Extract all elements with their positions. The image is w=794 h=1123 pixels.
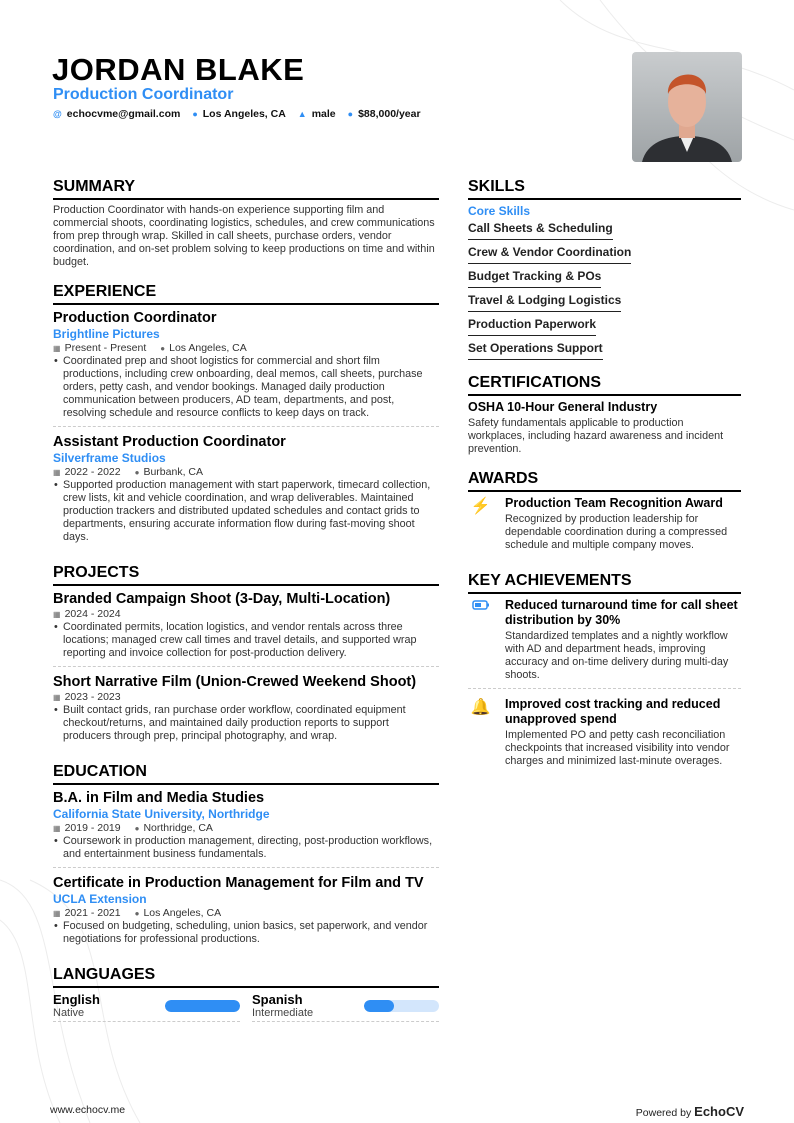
- skills-group-title: Core Skills: [468, 204, 531, 218]
- skill-item: Call Sheets & Scheduling: [468, 219, 613, 240]
- degree-title: Certificate in Production Management for Film and TV: [53, 875, 424, 891]
- right-column: [468, 178, 741, 788]
- dates: ▦ 2021 - 2021: [53, 907, 121, 919]
- battery-icon: [468, 598, 493, 682]
- location-icon: ●: [134, 468, 140, 477]
- candidate-name: JORDAN BLAKE: [52, 52, 305, 87]
- achievement-title: Improved cost tracking and reduced unapproved spend: [505, 697, 721, 726]
- achievement-text: Standardized templates and a nightly workflow with AD and department heads, improving accuracy and on-time delivery during multi-day shoots.: [505, 630, 729, 681]
- user-icon: ▲: [297, 109, 307, 119]
- certifications-heading: CERTIFICATIONS: [468, 374, 741, 396]
- skill-item: Production Paperwork: [468, 315, 596, 336]
- education-item: [53, 874, 439, 952]
- gender-text: male: [311, 108, 336, 120]
- profile-photo: [632, 52, 742, 162]
- bullet: • Coordinated permits, location logistics, and vendor rentals across three locations; managed crew call times and travel details, and supported wrap reporting and invoice collection for post-production delivery.: [53, 621, 439, 660]
- experience-section: [53, 283, 439, 550]
- certifications-section: [468, 374, 741, 456]
- language-level: Intermediate: [252, 1007, 314, 1019]
- location-icon: ●: [192, 109, 198, 119]
- bullet: • Coordinated prep and shoot logistics for commercial and short film productions, including crew onboarding, deal memos, call sheets, purchase orders, petty cash, and vendor bookings. Managed daily production communication between producers, AD team, departments, and post, resolving schedule and resource conflicts to keep days on track.: [53, 355, 439, 420]
- footer-website[interactable]: www.echocv.me: [50, 1104, 126, 1116]
- project-item: [53, 673, 439, 749]
- location: ● Northridge, CA: [134, 822, 213, 834]
- awards-section: [468, 470, 741, 558]
- location-icon: ●: [160, 344, 166, 353]
- language-item: [252, 992, 439, 1022]
- award-text: Recognized by production leadership for dependable coordination during a compressed schedule and multiple company moves.: [505, 513, 728, 551]
- summary-heading: SUMMARY: [53, 178, 439, 200]
- experience-item: [53, 309, 439, 427]
- skill-item: Crew & Vendor Coordination: [468, 243, 631, 264]
- summary-text: Production Coordinator with hands-on experience supporting film and commercial shoots, coordinating logistics, schedules, and crew communications from prep through wrap. Skilled in call sheets, purchase orders, vendor coordination, and on-set problem solving to keep productions on time and within budget.: [53, 204, 435, 268]
- candidate-title: Production Coordinator: [53, 86, 234, 103]
- bullet: • Coursework in production management, directing, post-production workflows, and entertainment business fundamentals.: [53, 835, 439, 861]
- company-name: Brightline Pictures: [53, 327, 160, 341]
- bullet: • Built contact grids, ran purchase order workflow, coordinated equipment checkout/returns, and maintained daily production reports to support producers through prep, principal photography, and wrap.: [53, 704, 439, 743]
- achievement-item: [468, 697, 741, 774]
- languages-heading: LANGUAGES: [53, 966, 439, 988]
- skill-item: Budget Tracking & POs: [468, 267, 601, 288]
- dollar-icon: ●: [347, 109, 354, 119]
- proficiency-bar: [165, 1000, 240, 1012]
- education-section: [53, 763, 439, 952]
- contact-salary: [348, 108, 421, 120]
- location-icon: ●: [134, 824, 140, 833]
- calendar-icon: ▦: [53, 610, 61, 619]
- contact-info: [53, 108, 421, 120]
- language-name: English: [53, 992, 100, 1007]
- certification-text: Safety fundamentals applicable to production workplaces, including hazard awareness and incident prevention.: [468, 417, 724, 455]
- email-text: echocvme@gmail.com: [66, 108, 181, 120]
- calendar-icon: ▦: [53, 824, 61, 833]
- projects-section: [53, 564, 439, 749]
- achievement-title: Reduced turnaround time for call sheet distribution by 30%: [505, 598, 738, 627]
- dates: ▦ 2024 - 2024: [53, 608, 121, 620]
- dates: ▦ 2022 - 2022: [53, 466, 121, 478]
- project-title: Short Narrative Film (Union-Crewed Weekend Shoot): [53, 674, 417, 690]
- salary-text: $88,000/year: [358, 108, 421, 120]
- calendar-icon: ▦: [53, 693, 61, 702]
- bell-icon: 🔔: [470, 699, 491, 716]
- education-item: [53, 789, 439, 868]
- calendar-icon: ▦: [53, 344, 61, 353]
- experience-item: [53, 433, 439, 550]
- job-title: Assistant Production Coordinator: [53, 434, 286, 450]
- location: ● Burbank, CA: [134, 466, 203, 478]
- education-heading: EDUCATION: [53, 763, 439, 785]
- skills-section: [468, 178, 741, 360]
- at-icon: @: [53, 109, 62, 119]
- bullet: • Focused on budgeting, scheduling, union basics, set paperwork, and vendor negotiations for professional productions.: [53, 920, 439, 946]
- proficiency-bar: [364, 1000, 439, 1012]
- award-title: Production Team Recognition Award: [505, 496, 723, 510]
- experience-heading: EXPERIENCE: [53, 283, 439, 305]
- language-item: [53, 992, 240, 1022]
- project-item: [53, 590, 439, 667]
- achievements-section: [468, 572, 741, 774]
- powered-by-text: Powered by: [635, 1107, 692, 1119]
- proficiency-fill: [364, 1000, 394, 1012]
- proficiency-fill: [165, 1000, 240, 1012]
- school-name: UCLA Extension: [53, 892, 147, 906]
- location-text: Los Angeles, CA: [202, 108, 286, 120]
- projects-heading: PROJECTS: [53, 564, 439, 586]
- summary-section: [53, 178, 439, 269]
- certification-title: OSHA 10-Hour General Industry: [468, 400, 658, 414]
- left-column: [53, 178, 439, 1036]
- contact-gender: [298, 108, 336, 120]
- award-item: [468, 496, 741, 558]
- skill-item: Travel & Lodging Logistics: [468, 291, 621, 312]
- calendar-icon: ▦: [53, 468, 61, 477]
- language-name: Spanish: [252, 992, 303, 1007]
- company-name: Silverframe Studios: [53, 451, 166, 465]
- skills-heading: SKILLS: [468, 178, 741, 200]
- location-icon: ●: [134, 909, 140, 918]
- awards-heading: AWARDS: [468, 470, 741, 492]
- project-title: Branded Campaign Shoot (3-Day, Multi-Location): [53, 591, 391, 607]
- calendar-icon: ▦: [53, 909, 61, 918]
- dates: ▦ 2019 - 2019: [53, 822, 121, 834]
- location: ● Los Angeles, CA: [160, 342, 247, 354]
- contact-email[interactable]: [53, 108, 180, 120]
- lightning-icon: ⚡: [470, 498, 491, 515]
- languages-section: [53, 966, 439, 1022]
- skill-item: Set Operations Support: [468, 339, 603, 360]
- contact-location: [192, 108, 285, 120]
- brand-logo: EchoCV: [694, 1104, 744, 1119]
- language-level: Native: [53, 1007, 85, 1019]
- achievement-text: Implemented PO and petty cash reconciliation checkpoints that increased visibility into vendor charges and minimized last-minute overages.: [505, 729, 730, 767]
- bullet: • Supported production management with start paperwork, timecard collection, crew lists, kit and vehicle coordination, and wrap deliverables. Maintained production trackers and distributed updated schedules and contact grids to departments, ensuring accurate information flow during fast-moving shoot days.: [53, 479, 439, 544]
- dates: ▦ Present - Present: [53, 342, 147, 354]
- footer-powered: [636, 1104, 744, 1119]
- degree-title: B.A. in Film and Media Studies: [53, 790, 265, 806]
- school-name: California State University, Northridge: [53, 807, 270, 821]
- dates: ▦ 2023 - 2023: [53, 691, 121, 703]
- achievements-heading: KEY ACHIEVEMENTS: [468, 572, 741, 594]
- job-title: Production Coordinator: [53, 310, 217, 326]
- location: ● Los Angeles, CA: [134, 907, 222, 919]
- achievement-item: [468, 598, 741, 689]
